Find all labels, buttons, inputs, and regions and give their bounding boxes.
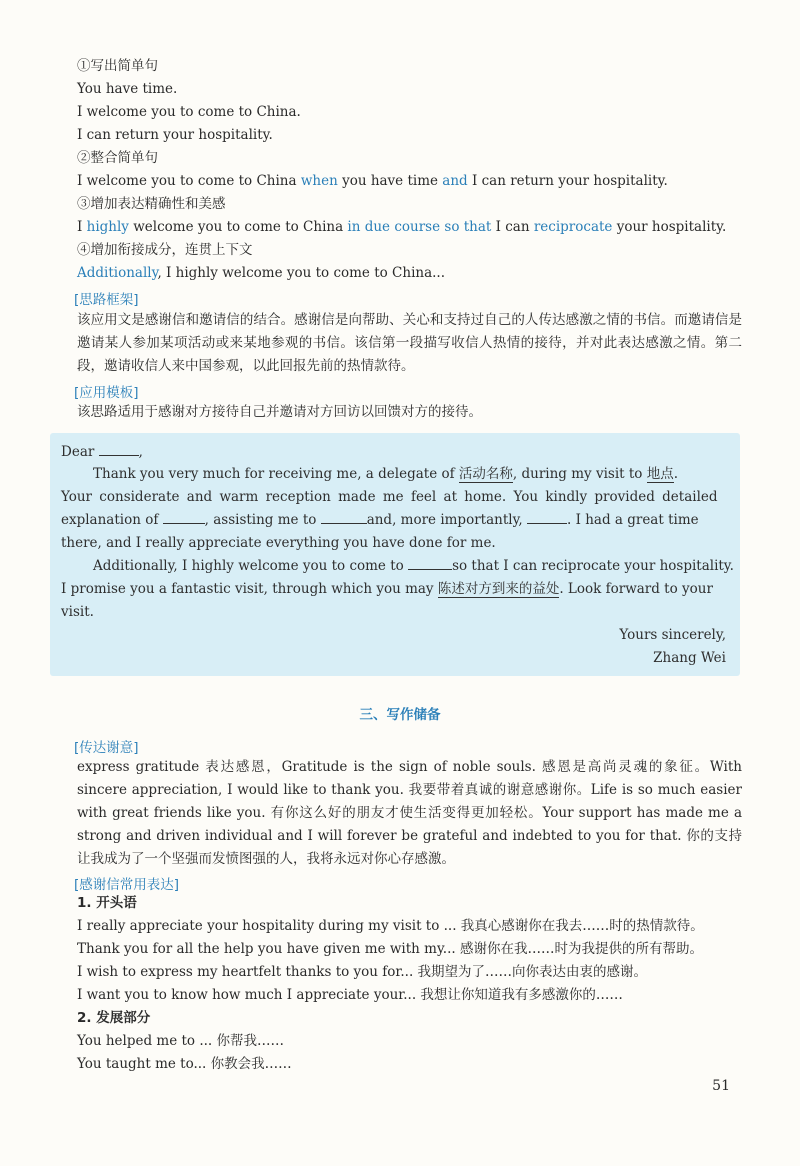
text: Thank you very much for receiving me, a delegate of [93,466,459,482]
blank-recipient [99,443,139,456]
opening-item: I want you to know how much I appreciate your... 我想让你知道我有多感激你的…… [77,987,623,1003]
development-item: You helped me to ... 你帮我…… [77,1033,285,1049]
template-label: [应用模板] [74,385,139,401]
opening-heading: 1. 开头语 [77,895,137,911]
placeholder-place: 地点 [646,466,674,482]
text: your hospitality. [612,219,727,235]
highlight-when: when [300,173,338,189]
opening-item: I wish to express my heartfelt thanks to you for... 我期望为了……向你表达由衷的感谢。 [77,964,648,980]
step4-heading: ④增加衔接成分，连贯上下文 [77,242,253,258]
letter-closing: Yours sincerely, [619,627,726,643]
step3-heading: ③增加表达精确性和美感 [77,196,226,212]
text: Additionally, I highly welcome you to come to [93,558,404,574]
step1-heading: ①写出简单句 [77,58,158,74]
text: I promise you a fantastic visit, through which you may [61,581,438,597]
step1-line3: I can return your hospitality. [77,127,273,143]
highlight-highly: highly [86,219,129,235]
expressions-label: [感谢信常用表达] [74,877,180,893]
letter-line2: Your considerate and warm reception made me feel at home. You kindly provided detailed [61,489,718,505]
text: . Look forward to your [559,581,713,597]
development-item: You taught me to... 你教会我…… [77,1056,292,1072]
text: , I highly welcome you to come to China... [157,265,446,281]
letter-salutation [61,443,143,461]
text: explanation of [61,512,159,528]
blank-assisting [321,511,367,524]
step2-heading: ②整合简单句 [77,150,158,166]
framework-text: 该应用文是感谢信和邀请信的结合。感谢信是向帮助、关心和支持过自己的人传达感激之情的书信。而邀请信是邀请某人参加某项活动或来某地参观的书信。该信第一段描写收信人热情的接待，并对此表达感激之情。第二段，邀请收信人来中国参观，以此回报先前的热情款待。 [77,312,742,374]
letter-line3 [61,511,699,529]
gratitude-label: [传达谢意] [74,740,139,756]
text: . I had a great time [567,512,699,528]
framework-label: [思路框架] [74,292,139,308]
step1-line1: You have time. [77,81,178,97]
blank-explanation [163,511,205,524]
development-heading: 2. 发展部分 [77,1010,151,1026]
text: welcome you to come to China [128,219,348,235]
text: and, more importantly, [366,512,523,528]
opening-item: Thank you for all the help you have given me with my... 感谢你在我……时为我提供的所有帮助。 [77,941,703,957]
text: I welcome you to come to China [77,173,301,189]
letter-template-box [50,433,740,676]
step1-line2: I welcome you to come to China. [77,104,301,120]
highlight-reciprocate: reciprocate [533,219,613,235]
gratitude-text: express gratitude 表达感恩，Gratitude is the sign of noble souls. 感恩是高尚灵魂的象征。With sincere appreciation, I would like to thank you. 我要带着真诚的谢意感谢你。Life is so much easier with great friends like you. 有你这么好的朋友才使生活变得更加轻松。Your support has made me a strong and driven individual and I will forever be grateful and indebted to you for that. 你的支持让我成为了一个坚强而发愤图强的人，我将永远对你心存感激。 [77,759,742,867]
template-text: 该思路适用于感谢对方接待自己并邀请对方回访以回馈对方的接待。 [77,404,482,420]
page-number: 51 [712,1078,730,1094]
step2-sentence [77,172,740,190]
blank-important [527,511,567,524]
text: I can [491,219,534,235]
text: I can return your hospitality. [467,173,668,189]
blank-destination [408,557,452,570]
section-title: 三、写作储备 [359,707,441,723]
highlight-additionally: Additionally [77,265,158,281]
letter-line1 [93,465,678,483]
placeholder-event: 活动名称 [458,466,513,482]
letter-line7: visit. [61,604,94,620]
text: . [673,466,678,482]
text: I [77,219,87,235]
step3-sentence [77,218,740,236]
highlight-and: and [442,173,468,189]
highlight-due-course: in due course so that [347,219,492,235]
comma: , [138,444,143,460]
letter-line5 [93,557,734,575]
letter-line6 [61,580,713,598]
dear-text: Dear [61,444,95,460]
text: , during my visit to [512,466,647,482]
letter-line4: there, and I really appreciate everything you have done for me. [61,535,496,551]
text: , assisting me to [204,512,317,528]
text: you have time [337,173,443,189]
opening-item: I really appreciate your hospitality during my visit to ... 我真心感谢你在我去……时的热情款待。 [77,918,704,934]
placeholder-benefit: 陈述对方到来的益处 [437,581,560,597]
text: so that I can reciprocate your hospitality. [452,558,734,574]
step4-sentence [77,264,740,282]
letter-signature: Zhang Wei [653,650,726,666]
